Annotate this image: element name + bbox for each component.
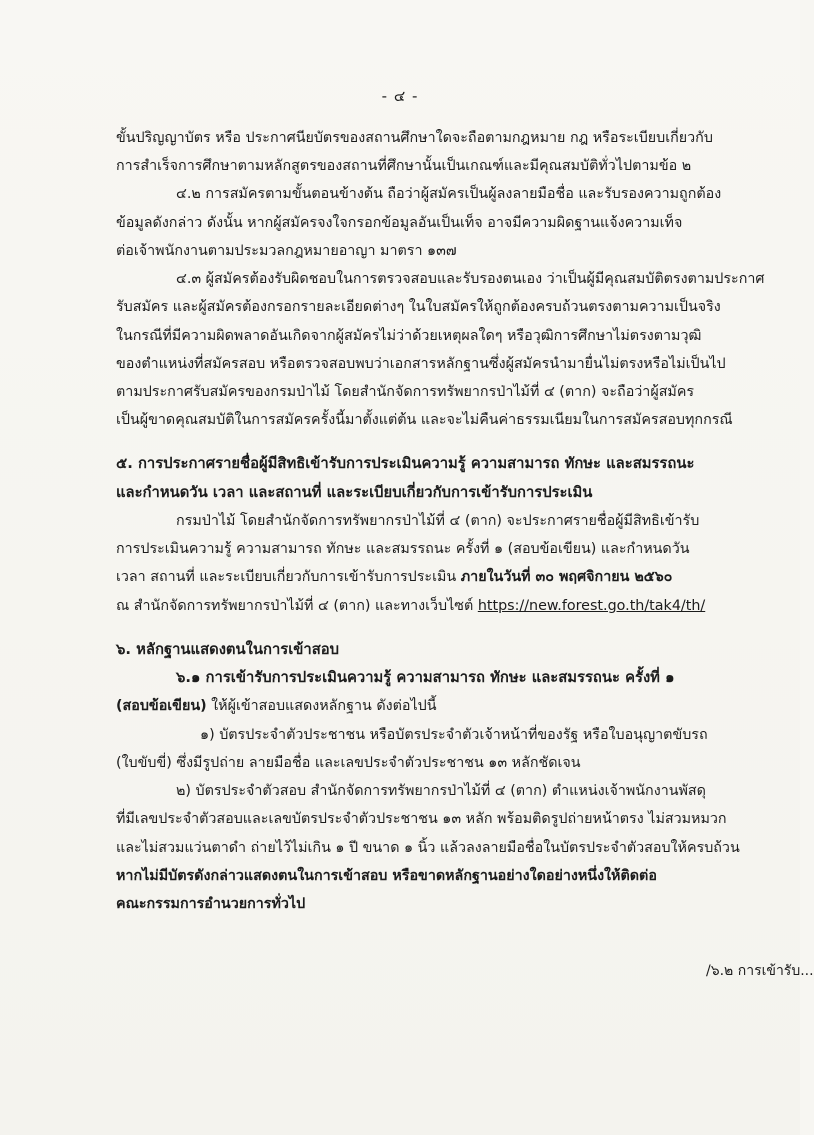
page-number: - ๔ - (381, 87, 419, 105)
body-line (116, 567, 672, 587)
clause-4-2: ๔.๒ การสมัครตามขั้นตอนข้างต้น ถือว่าผู้สมัครเป็นผู้ลงลายมือชื่อ และรับรองความถูกต้อง (176, 186, 722, 202)
line-text: ให้ผู้เข้าสอบแสดงหลักฐาน ดังต่อไปนี้ (206, 698, 437, 714)
body-line: ของตำแหน่งที่สมัครสอบ หรือตรวจสอบพบว่าเอกสารหลักฐานซึ่งผู้สมัครนำมายื่นไม่ตรงหรือไม่เป็นไป (116, 356, 726, 372)
body-line: (ใบขับขี่) ซึ่งมีรูปถ่าย ลายมือชื่อ และเลขประจำตัวประชาชน ๑๓ หลักชัดเจน (116, 755, 581, 771)
line-text: เวลา สถานที่ และระเบียบเกี่ยวกับการเข้ารับการประเมิน (116, 569, 461, 585)
warning-line: คณะกรรมการอำนวยการทั่วไป (116, 896, 306, 912)
body-line: ขั้นปริญญาบัตร หรือ ประกาศนียบัตรของสถานศึกษาใดจะถือตามกฎหมาย กฎ หรือระเบียบเกี่ยวกับ (116, 130, 713, 146)
body-line: การสำเร็จการศึกษาตามหลักสูตรของสถานที่ศึกษานั้นเป็นเกณฑ์และมีคุณสมบัติทั่วไปตามข้อ ๒ (116, 158, 692, 174)
line-text: ณ สำนักจัดการทรัพยากรป่าไม้ที่ ๔ (ตาก) และทางเว็บไซต์ (116, 598, 478, 614)
body-line: ข้อมูลดังกล่าว ดังนั้น หากผู้สมัครจงใจกรอกข้อมูลอันเป็นเท็จ อาจมีความผิดฐานแจ้งความเท็จ (116, 215, 683, 231)
body-line: ต่อเจ้าพนักงานตามประมวลกฎหมายอาญา มาตรา ๑๓๗ (116, 243, 457, 259)
deadline-date: ภายในวันที่ ๓๐ พฤศจิกายน ๒๕๖๐ (460, 569, 673, 585)
continuation-marker: /๖.๒ การเข้ารับ... (706, 963, 814, 979)
section-5-heading: ๕. การประกาศรายชื่อผู้มีสิทธิเข้ารับการประเมินความรู้ ความสามารถ ทักษะ และสมรรถนะ (116, 455, 695, 472)
clause-6-1-heading: ๖.๑ การเข้ารับการประเมินความรู้ ความสามารถ ทักษะ และสมรรถนะ ครั้งที่ ๑ (176, 669, 675, 686)
body-line: และไม่สวมแว่นตาดำ ถ่ายไว้ไม่เกิน ๑ ปี ขนาด ๑ นิ้ว แล้วลงลายมือชื่อในบัตรประจำตัวสอบให้ครบถ้วน (116, 840, 740, 856)
body-line (116, 696, 437, 716)
warning-line: หากไม่มีบัตรดังกล่าวแสดงตนในการเข้าสอบ หรือขาดหลักฐานอย่างใดอย่างหนึ่งให้ติดต่อ (116, 868, 657, 884)
body-line: เป็นผู้ขาดคุณสมบัติในการสมัครครั้งนี้มาตั้งแต่ต้น และจะไม่คืนค่าธรรมเนียมในการสมัครสอบทุกกรณี (116, 412, 733, 428)
website-link[interactable]: https://new.forest.go.th/tak4/th/ (477, 598, 706, 614)
section-6-heading: ๖. หลักฐานแสดงตนในการเข้าสอบ (116, 641, 340, 658)
body-line: ที่มีเลขประจำตัวสอบและเลขบัตรประจำตัวประชาชน ๑๓ หลัก พร้อมติดรูปถ่ายหน้าตรง ไม่สวมหมวก (116, 811, 727, 827)
written-exam-label: (สอบข้อเขียน) (116, 698, 207, 714)
clause-4-3: ๔.๓ ผู้สมัครต้องรับผิดชอบในการตรวจสอบและรับรองตนเอง ว่าเป็นผู้มีคุณสมบัติตรงตามประกาศ (176, 271, 765, 287)
body-line: ตามประกาศรับสมัครของกรมป่าไม้ โดยสำนักจัดการทรัพยากรป่าไม้ที่ ๔ (ตาก) จะถือว่าผู้สมัคร (116, 384, 695, 400)
item-2: ๒) บัตรประจำตัวสอบ สำนักจัดการทรัพยากรป่าไม้ที่ ๔ (ตาก) ตำแหน่งเจ้าพนักงานพัสดุ (176, 783, 706, 799)
body-line: กรมป่าไม้ โดยสำนักจัดการทรัพยากรป่าไม้ที่ ๔ (ตาก) จะประกาศรายชื่อผู้มีสิทธิเข้ารับ (176, 513, 700, 529)
body-line: ในกรณีที่มีความผิดพลาดอันเกิดจากผู้สมัครไม่ว่าด้วยเหตุผลใดๆ หรือวุฒิการศึกษาไม่ตรงตามวุฒิ (116, 328, 702, 344)
body-line: รับสมัคร และผู้สมัครต้องกรอกรายละเอียดต่างๆ ในใบสมัครให้ถูกต้องครบถ้วนตรงตามความเป็นจริง (116, 299, 721, 315)
item-1: ๑) บัตรประจำตัวประชาชน หรือบัตรประจำตัวเจ้าหน้าที่ของรัฐ หรือใบอนุญาตขับรถ (200, 727, 708, 743)
section-5-heading-cont: และกำหนดวัน เวลา และสถานที่ และระเบียบเกี่ยวกับการเข้ารับการประเมิน (116, 484, 593, 501)
body-line: การประเมินความรู้ ความสามารถ ทักษะ และสมรรถนะ ครั้งที่ ๑ (สอบข้อเขียน) และกำหนดวัน (116, 541, 690, 557)
body-line (116, 596, 705, 616)
